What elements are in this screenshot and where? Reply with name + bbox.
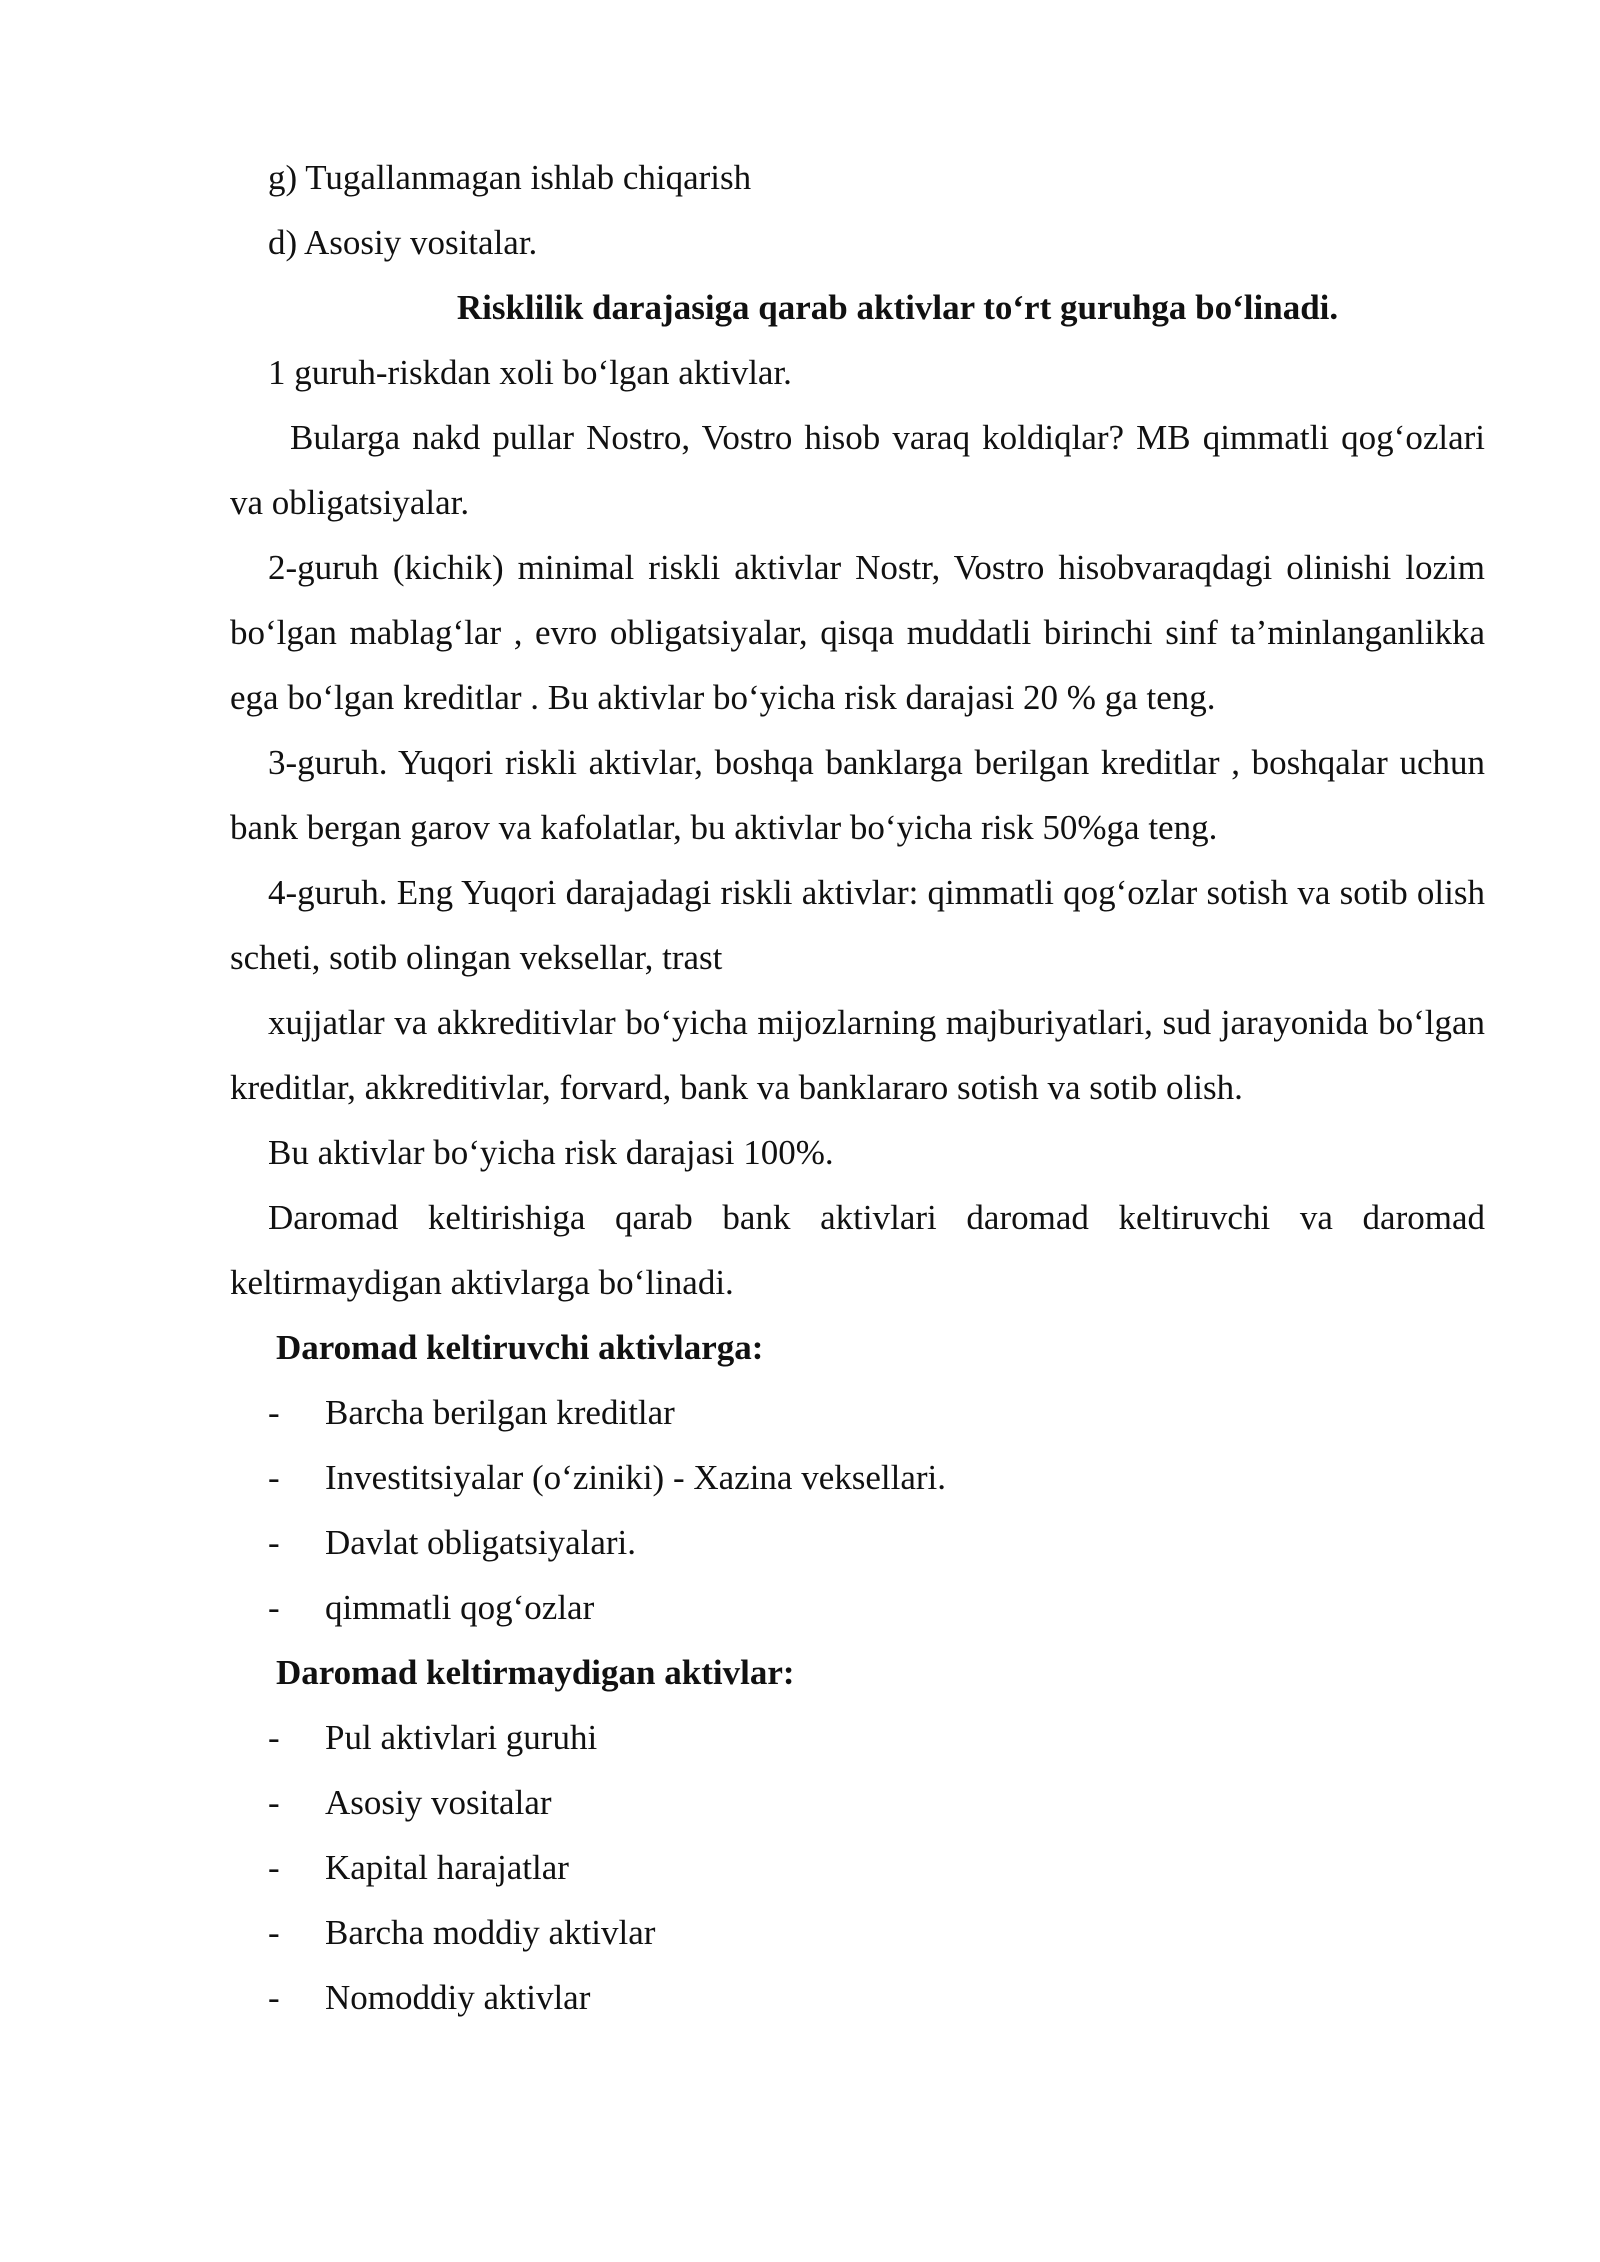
group1-text: Bularga nakd pullar Nostro, Vostro hisob varaq koldiqlar? MB qimmatli qog‘ozlari va obligatsiyalar.	[230, 418, 1485, 522]
list-item-text: Barcha berilgan kreditlar	[325, 1393, 675, 1432]
dash-bullet: -	[268, 1848, 280, 1887]
list-item-text: Pul aktivlari guruhi	[325, 1718, 598, 1757]
group4-risk: Bu aktivlar bo‘yicha risk darajasi 100%.	[268, 1133, 834, 1172]
dash-bullet: -	[268, 1458, 280, 1497]
list-item	[230, 1510, 1485, 1575]
dash-bullet: -	[268, 1588, 280, 1627]
list-item	[230, 1965, 1485, 2030]
income-list	[230, 1380, 1485, 1640]
list-item	[230, 1835, 1485, 1900]
list-item	[230, 1380, 1485, 1445]
list-item-text: Davlat obligatsiyalari.	[325, 1523, 637, 1562]
list-item	[230, 1770, 1485, 1835]
heading-risk-groups: Risklilik darajasiga qarab aktivlar to‘rt guruhga bo‘linadi.	[456, 288, 1339, 327]
dash-bullet: -	[268, 1783, 280, 1822]
nonincome-list	[230, 1705, 1485, 2030]
list-item-text: Barcha moddiy aktivlar	[325, 1913, 656, 1952]
group2-text: 2-guruh (kichik) minimal riskli aktivlar Nostr, Vostro hisobvaraqdagi olinishi lozim bo‘lgan mablag‘lar , evro obligatsiyalar, qisqa muddatli birinchi sinf ta’minlanganlikka ega bo‘lgan kreditlar . Bu aktivlar bo‘yicha risk darajasi 20 % ga teng.	[230, 548, 1485, 717]
list-item	[230, 1445, 1485, 1510]
list-item	[230, 1900, 1485, 1965]
dash-bullet: -	[268, 1718, 280, 1757]
group3-text: 3-guruh. Yuqori riskli aktivlar, boshqa banklarga berilgan kreditlar , boshqalar uchun bank bergan garov va kafolatlar, bu aktivlar bo‘yicha risk 50%ga teng.	[230, 743, 1485, 847]
group4-continuation: xujjatlar va akkreditivlar bo‘yicha mijozlarning majburiyatlari, sud jarayonida bo‘lgan kreditlar, akkreditivlar, forvard, bank va banklararo sotish va sotib olish.	[230, 1003, 1485, 1107]
dash-bullet: -	[268, 1393, 280, 1432]
list-item	[230, 1575, 1485, 1640]
income-heading: Daromad keltiruvchi aktivlarga:	[276, 1328, 764, 1367]
group4-text: 4-guruh. Eng Yuqori darajadagi riskli aktivlar: qimmatli qog‘ozlar sotish va sotib olish scheti, sotib olingan veksellar, trast	[230, 873, 1485, 977]
dash-bullet: -	[268, 1978, 280, 2017]
line-g: g) Tugallanmagan ishlab chiqarish	[268, 158, 752, 197]
nonincome-heading: Daromad keltirmaydigan aktivlar:	[276, 1653, 795, 1692]
group1-title: 1 guruh-riskdan xoli bo‘lgan aktivlar.	[268, 353, 792, 392]
list-item-text: Kapital harajatlar	[325, 1848, 569, 1887]
document-page	[230, 145, 1485, 2030]
list-item	[230, 1705, 1485, 1770]
list-item-text: Asosiy vositalar	[325, 1783, 552, 1822]
dash-bullet: -	[268, 1523, 280, 1562]
list-item-text: Investitsiyalar (o‘ziniki) - Xazina veksellari.	[325, 1458, 947, 1497]
income-paragraph: Daromad keltirishiga qarab bank aktivlari daromad keltiruvchi va daromad keltirmaydigan aktivlarga bo‘linadi.	[230, 1198, 1485, 1302]
line-d: d) Asosiy vositalar.	[268, 223, 538, 262]
dash-bullet: -	[268, 1913, 280, 1952]
list-item-text: Nomoddiy aktivlar	[325, 1978, 591, 2017]
list-item-text: qimmatli qog‘ozlar	[325, 1588, 595, 1627]
